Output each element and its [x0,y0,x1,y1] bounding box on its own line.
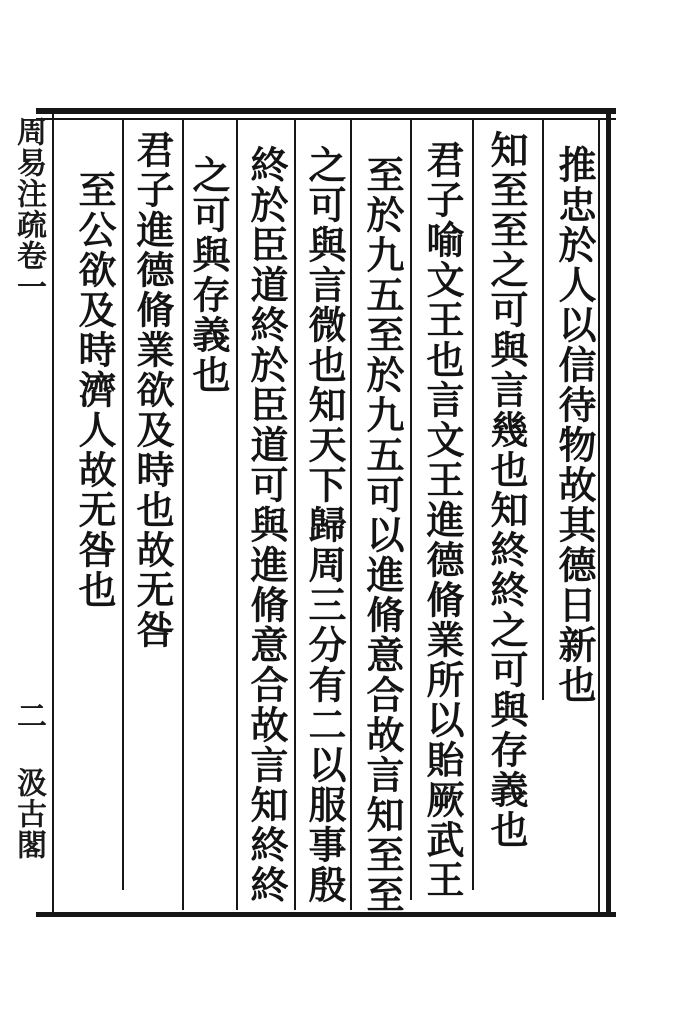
margin-folio-publisher: 二 汲古閣 [11,700,46,860]
text-column-4: 至於九五至於九五可以進脩意合故言知至至 [360,155,405,915]
column-divider [236,120,238,910]
text-column-1: 推忠於人以信待物故其德日新也 [552,145,597,705]
right-inner-rule [598,118,600,914]
text-column-6: 終於臣道終於臣道可與進脩意合故言知終終 [244,145,289,905]
margin-book-title: 周易注疏卷一 [11,116,46,302]
right-border-rule [606,108,611,916]
column-divider [542,120,544,700]
column-divider [350,120,352,910]
left-margin-rule [52,114,54,914]
column-divider [182,120,184,910]
column-divider [122,120,124,890]
text-column-5: 之可與言微也知天下歸周三分有二以服事殷 [302,145,347,905]
bottom-border-rule [36,912,616,917]
column-divider [410,120,412,900]
text-column-7: 之可與存義也 [186,155,231,395]
column-divider [472,120,474,890]
text-column-9: 至公欲及時濟人故无咎也 [72,170,117,610]
column-divider [294,120,296,910]
text-column-8: 君子進德脩業欲及時也故无咎 [130,130,175,650]
text-column-3: 君子喻文王也言文王進德脩業所以貽厥武王 [420,140,465,900]
top-border-rule [36,108,616,114]
text-column-2: 知至至之可與言幾也知終終之可與存義也 [484,130,529,850]
